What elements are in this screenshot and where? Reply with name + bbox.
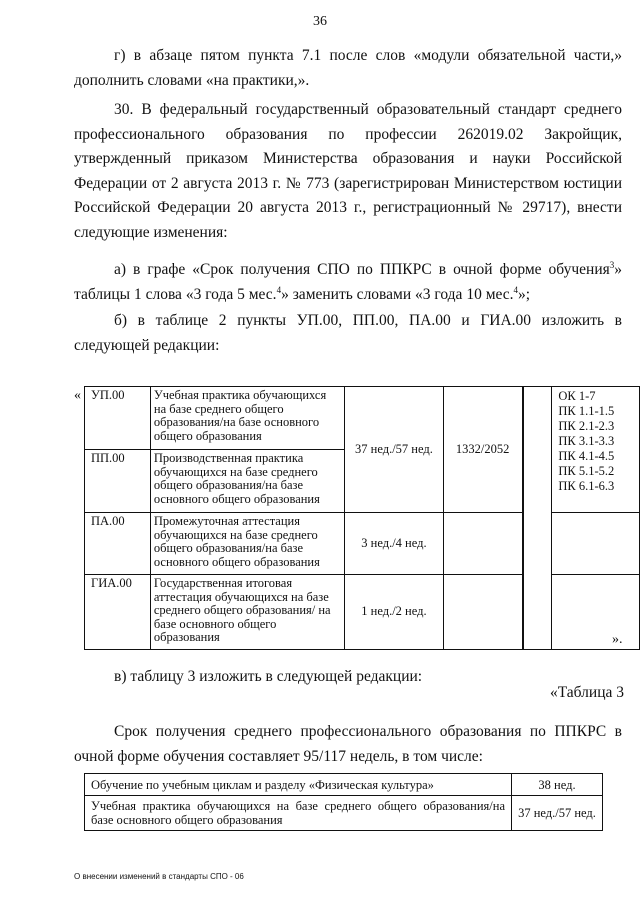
table-row <box>85 774 603 796</box>
table-row <box>85 513 640 575</box>
row-weeks: 3 нед./4 нед. <box>345 513 444 575</box>
row-description: Государственная итоговая аттестация обучающихся на базе среднего общего образования/ на базе основного общего образования <box>150 575 344 650</box>
row-code: ПП.00 <box>85 450 151 513</box>
table-3 <box>84 773 603 831</box>
empty-cell <box>552 513 640 575</box>
row-description: Учебная практика обучающихся на базе среднего общего образования/на базе основного общего образования <box>85 796 512 831</box>
empty-cell <box>552 575 640 650</box>
row-description: Учебная практика обучающихся на базе среднего общего образования/на базе основного общего образования <box>150 387 344 450</box>
footer-note: О внесении изменений в стандарты СПО - 06 <box>74 872 244 881</box>
table-row <box>85 387 640 450</box>
paragraph-b: б) в таблице 2 пункты УП.00, ПП.00, ПА.00 и ГИА.00 изложить в следующей редакции: <box>74 312 622 354</box>
competency: ПК 1.1-1.5 <box>558 404 615 418</box>
table-row <box>85 575 640 650</box>
paragraph-a: а) в графе «Срок получения СПО по ППКРС в очной форме обучения$^3$» таблицы 1 слова «3 года 5 мес.$^4$» заменить словами «3 года 10 мес.$^4$»; <box>74 259 622 303</box>
empty-cell <box>443 513 522 575</box>
row-value: 38 нед. <box>512 774 603 796</box>
competency: ПК 3.1-3.3 <box>558 434 615 448</box>
competency: ПК 2.1-2.3 <box>558 419 615 433</box>
quote-close: ». <box>612 632 623 647</box>
page-number: 36 <box>313 14 327 29</box>
competency: ПК 4.1-4.5 <box>558 449 615 463</box>
empty-cell <box>523 387 552 650</box>
paragraph-srok: Срок получения среднего профессионального образования по ППКРС в очной форме обучения составляет 95/117 недель, в том числе: <box>74 723 622 765</box>
competencies-cell <box>552 387 640 513</box>
competency: ОК 1-7 <box>558 389 596 403</box>
row-description: Производственная практика обучающихся на базе среднего общего образования/на базе основного общего образования <box>150 450 344 513</box>
table-3-title: «Таблица 3 <box>549 684 624 701</box>
row-weeks: 1 нед./2 нед. <box>345 575 444 650</box>
row-code: УП.00 <box>85 387 151 450</box>
row-value: 37 нед./57 нед. <box>512 796 603 831</box>
table-2-excerpt <box>84 386 640 650</box>
paragraph-g: г) в абзаце пятом пункта 7.1 после слов «модули обязательной части,» дополнить словами «на практики,». <box>74 47 622 89</box>
row-description: Обучение по учебным циклам и разделу «Физическая культура» <box>85 774 512 796</box>
paragraph-30: 30. В федеральный государственный образовательный стандарт среднего профессионального образования по профессии 262019.02 Закройщик, утвержденный приказом Министерства образования и науки Российской Федерации от 2 августа 2013 г. № 773 (зарегистрирован Министерством юстиции Российской Федерации 20 августа 2013 г., регистрационный № 29717), внести следующие изменения: <box>74 101 622 241</box>
row-code: ПА.00 <box>85 513 151 575</box>
competency: ПК 6.1-6.3 <box>558 479 615 493</box>
empty-cell <box>443 575 522 650</box>
competency: ПК 5.1-5.2 <box>558 464 615 478</box>
table-row <box>85 796 603 831</box>
merged-weeks: 37 нед./57 нед. <box>345 387 444 513</box>
row-code: ГИА.00 <box>85 575 151 650</box>
merged-hours: 1332/2052 <box>443 387 522 513</box>
quote-open: « <box>74 388 81 403</box>
row-description: Промежуточная аттестация обучающихся на базе среднего общего образования/на базе основного общего образования <box>150 513 344 575</box>
paragraph-v: в) таблицу 3 изложить в следующей редакции: <box>114 668 423 685</box>
